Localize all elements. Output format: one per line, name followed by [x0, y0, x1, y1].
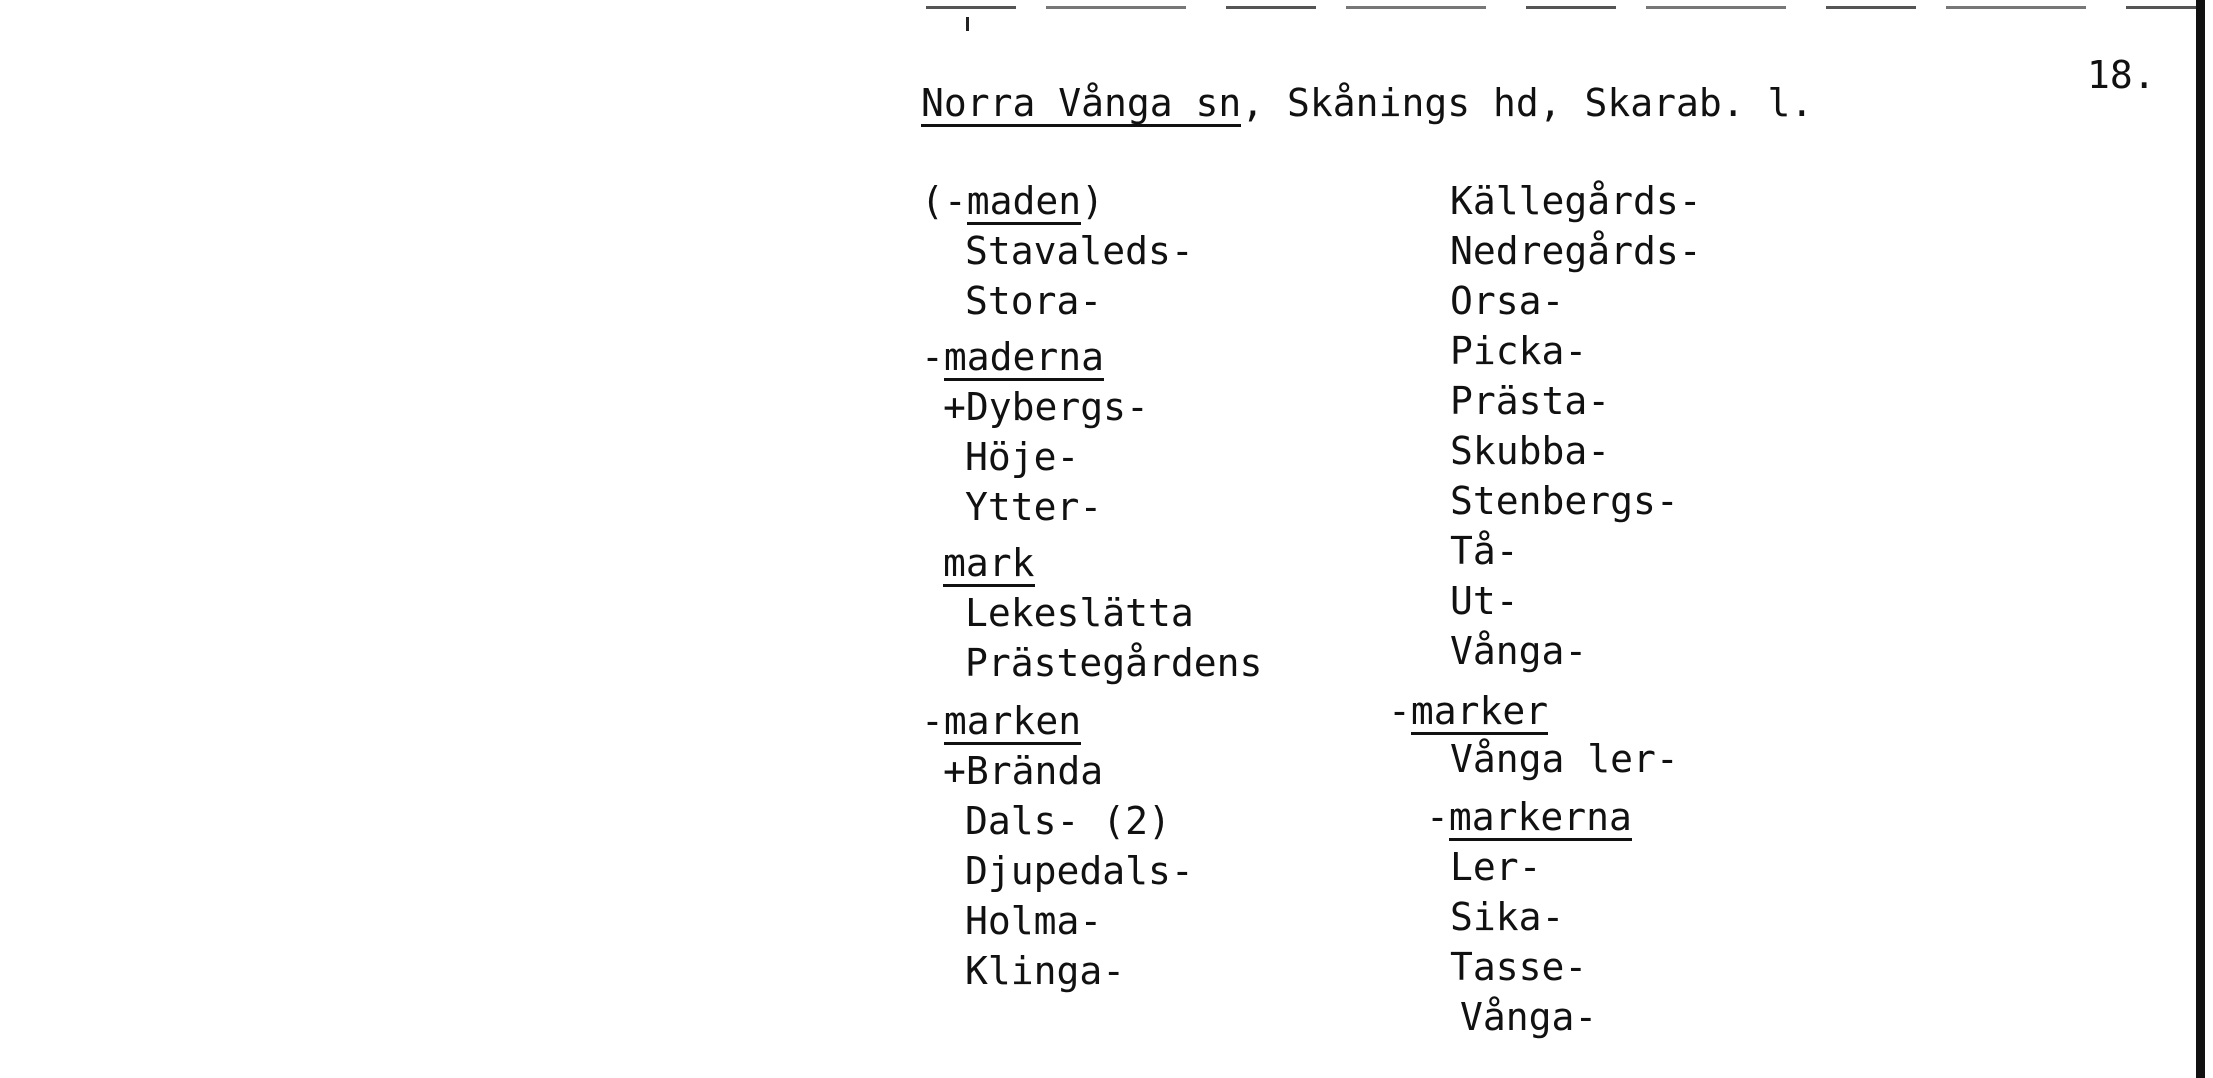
heading-prefix: - — [1388, 689, 1411, 733]
place-name-entry: Orsa- — [1450, 279, 1565, 323]
heading-prefix: - — [921, 699, 944, 743]
place-name-entry: Klinga- — [965, 949, 1126, 993]
heading-prefix: (- — [921, 179, 967, 223]
place-name-entry: Sika- — [1450, 895, 1565, 939]
heading-prefix: - — [921, 335, 944, 379]
place-name-entry: Tasse- — [1450, 945, 1588, 989]
place-name-entry: +Dybergs- — [943, 385, 1149, 429]
place-name-entry: Djupedals- — [965, 849, 1194, 893]
entry-heading — [1388, 686, 1548, 737]
place-name-entry: Höje- — [965, 435, 1080, 479]
place-name-entry: Stora- — [965, 279, 1103, 323]
heading-suffix: ) — [1081, 179, 1105, 223]
entry-heading — [921, 696, 1081, 747]
parish-name: Norra Vånga sn — [921, 81, 1242, 125]
district-text: , Skånings hd, Skarab. l. — [1241, 81, 1814, 125]
heading-word: mark — [943, 541, 1035, 585]
place-name-entry: Vånga ler- — [1450, 737, 1679, 781]
place-name-entry: Källegårds- — [1450, 179, 1702, 223]
place-name-entry: Tå- — [1450, 529, 1519, 573]
heading-word: maden — [966, 179, 1082, 223]
heading-word: maderna — [943, 335, 1105, 379]
entry-heading — [921, 332, 1104, 383]
place-name-entry: Nedregårds- — [1450, 229, 1702, 273]
place-name-entry: Dals- (2) — [965, 799, 1171, 843]
page-title — [921, 78, 1813, 129]
place-name-entry: Stenbergs- — [1450, 479, 1679, 523]
place-name-entry: Ut- — [1450, 579, 1519, 623]
heading-word: marken — [943, 699, 1082, 743]
place-name-entry: Skubba- — [1450, 429, 1611, 473]
place-name-entry: Lekeslätta — [965, 591, 1194, 635]
entry-heading — [943, 538, 1035, 589]
heading-word: marker — [1410, 689, 1549, 733]
place-name-entry: Ytter- — [965, 485, 1103, 529]
place-name-entry: Prästa- — [1450, 379, 1611, 423]
entry-heading — [921, 176, 1104, 227]
place-name-entry: Picka- — [1450, 329, 1588, 373]
place-name-entry: Vånga- — [1450, 629, 1588, 673]
heading-prefix: - — [1426, 795, 1449, 839]
scan-border-top — [926, 6, 2196, 9]
page-number: 18. — [2087, 53, 2156, 97]
scan-border-right — [2196, 0, 2205, 1078]
place-name-entry: Prästegårdens — [965, 641, 1263, 685]
heading-word: markerna — [1448, 795, 1632, 839]
place-name-entry: +Brända — [943, 749, 1104, 793]
place-name-entry: Ler- — [1450, 845, 1542, 889]
place-name-entry: Holma- — [965, 899, 1103, 943]
place-name-entry: Stavaleds- — [965, 229, 1194, 273]
scan-mark — [966, 17, 969, 31]
entry-heading — [1426, 792, 1632, 843]
place-name-entry: Vånga- — [1460, 995, 1598, 1039]
